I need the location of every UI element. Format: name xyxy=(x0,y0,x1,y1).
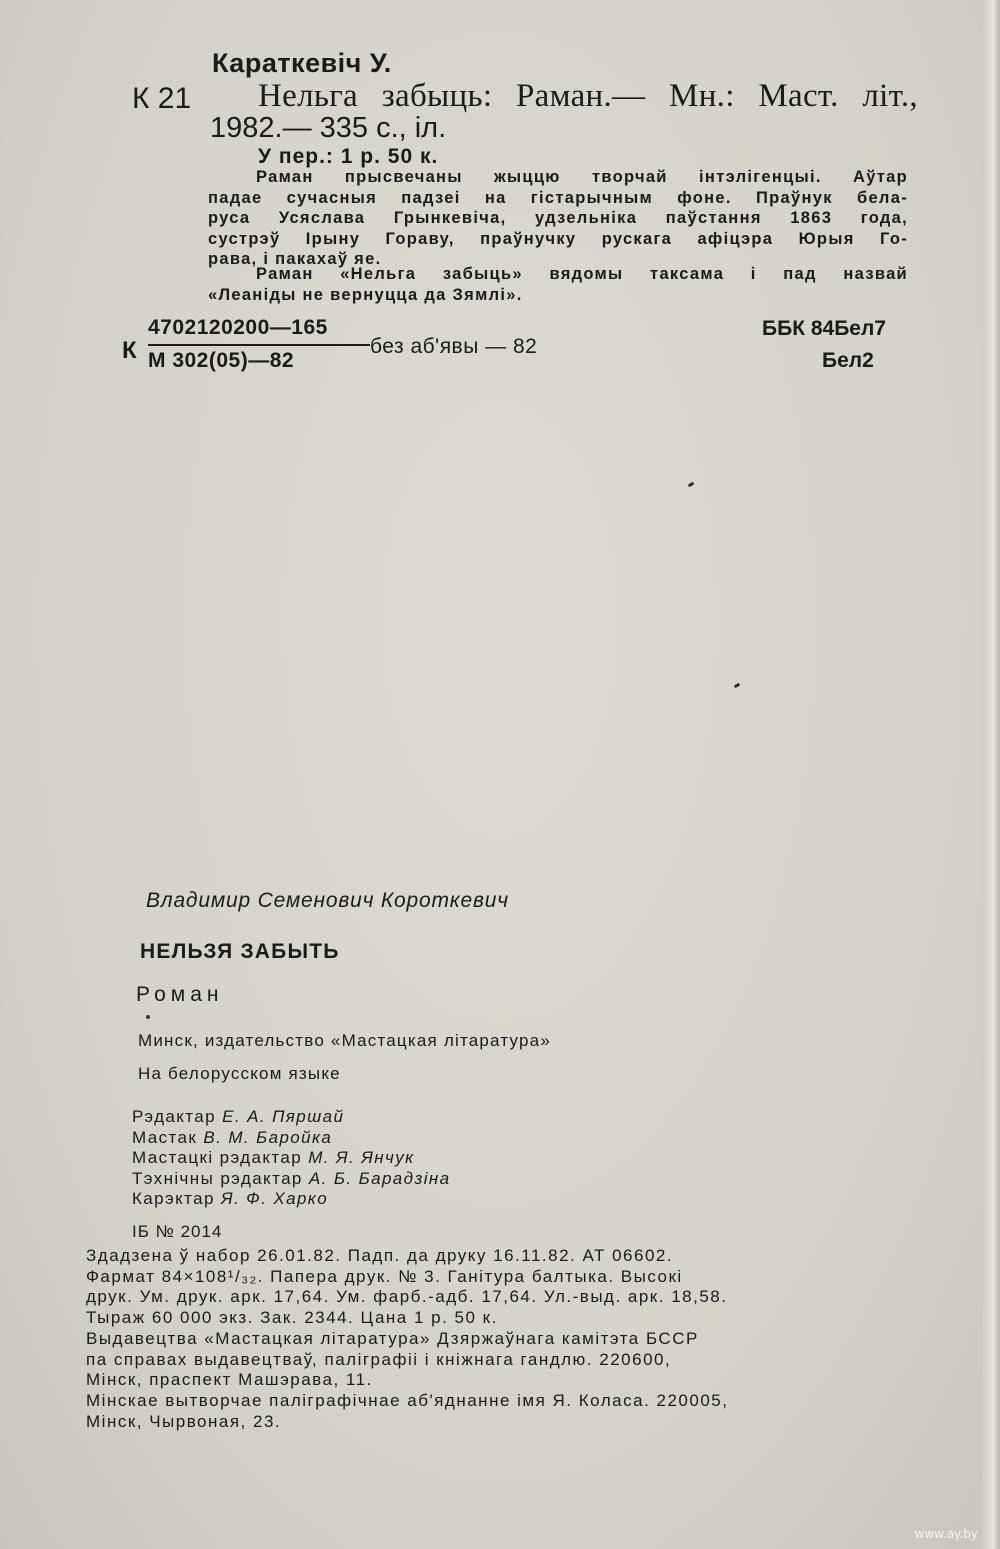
staff-row xyxy=(132,1107,451,1128)
staff-row xyxy=(132,1148,451,1169)
imprint-author: Владимир Семенович Короткевич xyxy=(146,889,509,912)
tech-line xyxy=(86,1350,888,1371)
staff-name: М. Я. Янчук xyxy=(308,1148,415,1167)
title-part: Мн.: xyxy=(669,78,735,114)
catalog-title-line xyxy=(258,78,918,115)
tech-line-text: друк. Ум. друк. арк. 17,64. Ум. фарб.-адб. 17,64. Ул.-выд. арк. 18,58. xyxy=(86,1287,728,1307)
isbn-note: без аб'явы — 82 xyxy=(370,335,538,358)
tech-line-text: Тыраж 60 000 экз. Зак. 2344. Цана 1 р. 50 к. xyxy=(86,1308,498,1328)
tech-line xyxy=(86,1412,888,1433)
tech-line xyxy=(86,1267,888,1288)
isbn-letter: К xyxy=(122,337,137,364)
tech-line xyxy=(86,1308,888,1329)
imprint-language: На белорусском языке xyxy=(138,1064,341,1083)
imprint-title: НЕЛЬЗЯ ЗАБЫТЬ xyxy=(140,940,340,963)
isbn-numerator: 4702120200—165 xyxy=(148,316,328,339)
title-part: літ., xyxy=(862,78,918,114)
title-part: Нельга xyxy=(258,78,358,114)
staff-role: Карэктар xyxy=(132,1189,215,1208)
tech-line xyxy=(86,1287,888,1308)
tech-line-text: Мінскае вытворчае паліграфічнае аб'яднанне імя Я. Коласа. 220005, xyxy=(86,1390,729,1410)
ib-number: ІБ № 2014 xyxy=(132,1222,223,1241)
bbk-code-secondary: Бел2 xyxy=(822,349,874,372)
staff-role: Мастак xyxy=(132,1127,198,1147)
annotation-line: падае сучасныя падзеі на гістарычным фоне. Праўнук бела- xyxy=(208,188,908,207)
page-edge xyxy=(982,0,1000,1549)
isbn-denominator: М 302(05)—82 xyxy=(148,349,295,372)
annotation-line: Раман «Нельга забыць» вядомы таксама і пад назвай xyxy=(256,265,908,283)
annotation-line: «Леаніды не вернуцца да Зямлі». xyxy=(208,285,523,304)
staff-role: Тэхнічны рэдактар xyxy=(132,1168,303,1188)
title-part: забыць: xyxy=(381,78,493,114)
technical-imprint xyxy=(86,1246,888,1432)
imprint-publisher: Минск, издательство «Мастацкая літаратура» xyxy=(138,1031,551,1050)
tech-line-text: Здадзена ў набор 26.01.82. Падп. да друку 16.11.82. АТ 06602. xyxy=(86,1246,674,1265)
imprint-genre: Роман xyxy=(136,983,224,1006)
tech-line-text: Фармат 84×108¹/₃₂. Папера друк. № 3. Ганітура балтыка. Высокі xyxy=(86,1266,683,1286)
staff-name: Я. Ф. Харко xyxy=(220,1189,329,1208)
tech-line xyxy=(86,1370,888,1391)
title-part: Маст. xyxy=(758,78,839,114)
isbn-fraction-bar xyxy=(148,344,370,346)
tech-line-text: Мінск, Чырвоная, 23. xyxy=(86,1411,282,1431)
staff-name: Е. А. Пяршай xyxy=(222,1107,345,1126)
tech-line xyxy=(86,1246,888,1267)
annotation-line: сустрэў Ірыну Гораву, праўнучку рускага афіцэра Юрыя Го- xyxy=(208,229,908,248)
tech-line xyxy=(86,1329,888,1350)
separator-dot xyxy=(146,1015,150,1019)
catalog-price: У пер.: 1 р. 50 к. xyxy=(258,145,439,168)
title-part: Раман.— xyxy=(516,78,646,114)
catalog-year-pages: 1982.— 335 с., іл. xyxy=(210,112,447,144)
tech-line-text: па справах выдавецтваў, паліграфіі і кніжнага гандлю. 220600, xyxy=(86,1349,672,1369)
tech-line xyxy=(86,1391,888,1412)
bbk-code: ББК 84Бел7 xyxy=(762,317,886,340)
staff-list xyxy=(132,1107,451,1210)
watermark: www.ay.by xyxy=(914,1527,978,1541)
catalog-classification: К 21 xyxy=(132,82,192,115)
staff-name: В. М. Баройка xyxy=(203,1127,333,1147)
annotation-paragraph-2 xyxy=(208,264,908,305)
annotation-line: Раман прысвечаны жыццю творчай інтэлігенцыі. Аўтар xyxy=(256,168,908,186)
staff-role: Мастацкі рэдактар xyxy=(132,1148,303,1167)
staff-role: Рэдактар xyxy=(132,1107,216,1126)
tech-line-text: Мінск, праспект Машэрава, 11. xyxy=(86,1370,373,1390)
tech-line-text: Выдавецтва «Мастацкая літаратура» Дзяржаўнага камітэта БССР xyxy=(86,1328,699,1348)
staff-name: А. Б. Барадзіна xyxy=(308,1168,451,1188)
annotation-paragraph-1 xyxy=(208,167,908,270)
catalog-author: Караткевіч У. xyxy=(212,48,392,78)
staff-row xyxy=(132,1128,451,1149)
staff-row xyxy=(132,1169,451,1190)
annotation-line: руса Усяслава Грынкевіча, удзельніка паўстання 1863 года, xyxy=(208,209,908,227)
annotation-line: рава, і пакахаў яе. xyxy=(208,250,382,268)
staff-row xyxy=(132,1189,451,1210)
